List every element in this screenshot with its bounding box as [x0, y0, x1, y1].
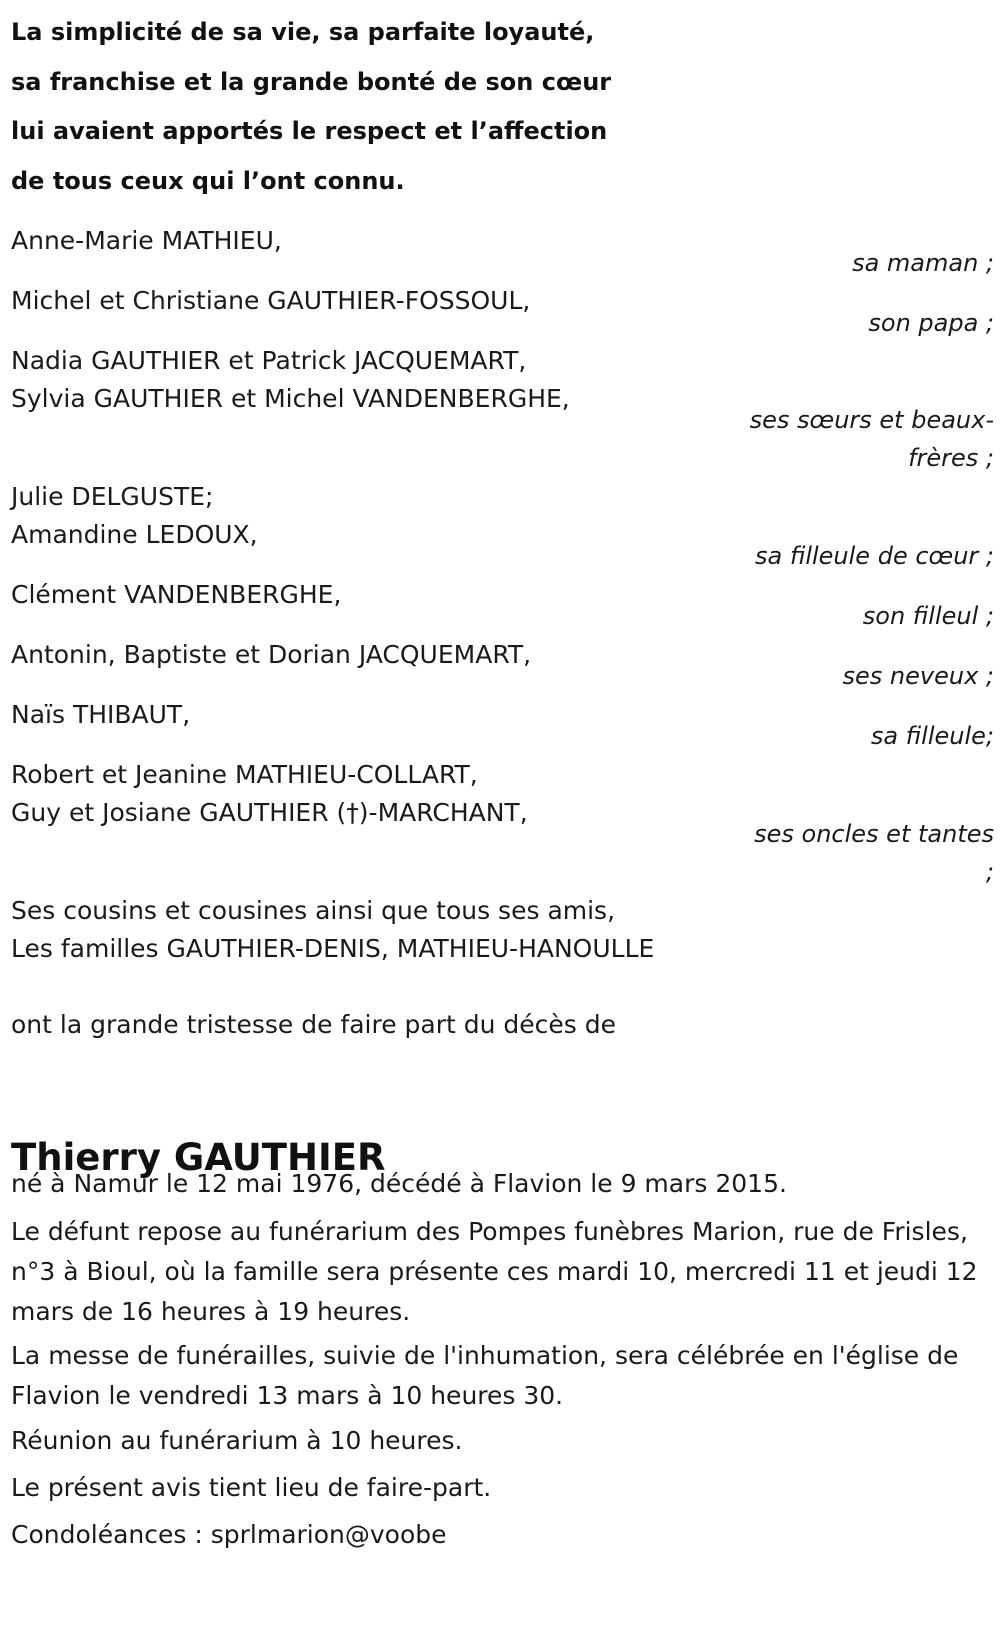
- others-line: Les familles GAUTHIER-DENIS, MATHIEU-HANOULLE: [11, 934, 655, 963]
- family-name: Sylvia GAUTHIER et Michel VANDENBERGHE,: [11, 384, 570, 413]
- others-line: Ses cousins et cousines ainsi que tous ses amis,: [11, 896, 616, 925]
- family-name: Guy et Josiane GAUTHIER (†)-MARCHANT,: [11, 798, 528, 827]
- announcement-text: ont la grande tristesse de faire part du décès de: [11, 1010, 617, 1039]
- deceased-name: Thierry GAUTHIER: [11, 1136, 386, 1179]
- birth-death-line: né à Namur le 12 mai 1976, décédé à Flavion le 9 mars 2015.: [11, 1169, 787, 1198]
- family-name: Anne-Marie MATHIEU,: [11, 226, 282, 255]
- family-name: Julie DELGUSTE;: [11, 482, 214, 511]
- family-relation: sa filleule de cœur ;: [754, 542, 994, 570]
- family-relation: sa filleule;: [870, 722, 994, 750]
- family-name: Michel et Christiane GAUTHIER-FOSSOUL,: [11, 286, 531, 315]
- family-name: Clément VANDENBERGHE,: [11, 580, 342, 609]
- family-relation: ;: [985, 858, 994, 886]
- family-relation: ses neveux ;: [842, 662, 994, 690]
- quote-line: lui avaient apportés le respect et l’affection: [11, 117, 608, 145]
- family-relation: son papa ;: [868, 309, 994, 337]
- mass-paragraph: La messe de funérailles, suivie de l'inhumation, sera célébrée en l'église de Flavion le vendredi 13 mars à 10 heures 30.: [11, 1341, 959, 1410]
- family-name: Naïs THIBAUT,: [11, 700, 191, 729]
- family-name: Antonin, Baptiste et Dorian JACQUEMART,: [11, 640, 532, 669]
- funerarium-paragraph: Le défunt repose au funérarium des Pompes funèbres Marion, rue de Frisles, n°3 à Bioul, où la famille sera présente ces mardi 10, mercredi 11 et jeudi 12 mars de 16 heures à 19 heures.: [11, 1217, 978, 1326]
- family-relation: son filleul ;: [862, 602, 994, 630]
- family-name: Robert et Jeanine MATHIEU-COLLART,: [11, 760, 478, 789]
- quote-line: La simplicité de sa vie, sa parfaite loyauté,: [11, 18, 595, 46]
- meeting-line: Réunion au funérarium à 10 heures.: [11, 1426, 463, 1455]
- family-name: Amandine LEDOUX,: [11, 520, 258, 549]
- quote-line: sa franchise et la grande bonté de son cœur: [11, 67, 612, 96]
- memorial-quote: [11, 8, 691, 206]
- family-name: Nadia GAUTHIER et Patrick JACQUEMART,: [11, 346, 527, 375]
- family-relation: frères ;: [908, 444, 994, 472]
- family-relation: ses sœurs et beaux-: [749, 406, 994, 434]
- condolences-line: Condoléances : sprlmarion@voobe: [11, 1520, 447, 1549]
- family-relation: ses oncles et tantes: [754, 820, 994, 848]
- family-relation: sa maman ;: [852, 249, 994, 277]
- notice-line: Le présent avis tient lieu de faire-part.: [11, 1473, 492, 1502]
- quote-line: de tous ceux qui l’ont connu.: [11, 166, 405, 195]
